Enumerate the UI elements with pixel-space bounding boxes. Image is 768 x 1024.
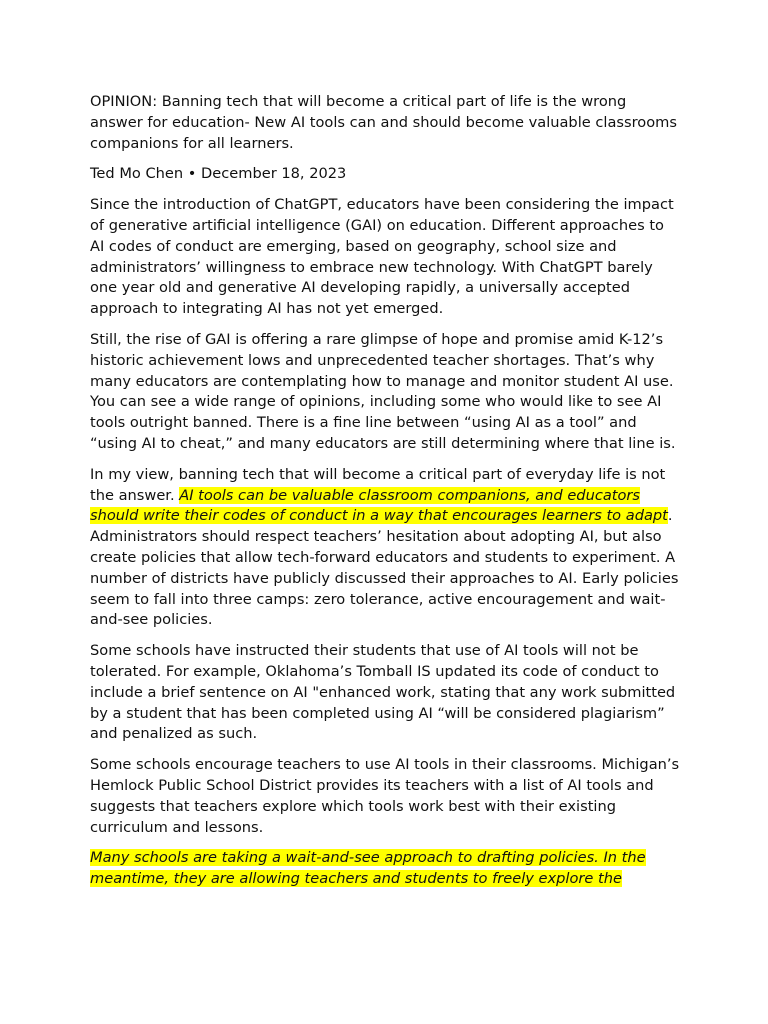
byline: Ted Mo Chen • December 18, 2023 [90,165,347,183]
paragraph-4: Some schools have instructed their students that use of AI tools will not be tolerated. For example, Oklahoma’s Tomball IS updated its code of conduct to include a brief sentence on AI "enhanced work, stating that any work submitted by a student that has been completed using AI “will be considered plagiarism” and penalized as such. [90,642,676,743]
paragraph-3-lead: In my view, banning tech that will become a critical part of everyday life is not the answer. [90,465,666,504]
paragraph-5: Some schools encourage teachers to use AI tools in their classrooms. Michigan’s Hemlock Public School District provides its teachers with a list of AI tools and suggests that teachers explore which tools work best with their existing curriculum and lessons. [90,756,680,836]
paragraph-6 [90,848,682,890]
highlighted-passage-1: AI tools can be valuable classroom companions, and educators should write their codes of conduct in a way that encourages learners to adapt [90,486,668,525]
highlighted-passage-2: Many schools are taking a wait-and-see approach to drafting policies. In the meantime, they are allowing teachers and students to freely explore the [90,849,646,888]
paragraph-3-rest: . Administrators should respect teachers’ hesitation about adopting AI, but also create policies that allow tech-forward educators and students to experiment. A number of districts have publicly discussed their approaches to AI. Early policies seem to fall into three camps: zero tolerance, active encouragement and wait-and-see policies. [90,507,679,629]
paragraph-2: Still, the rise of GAI is offering a rare glimpse of hope and promise amid K-12’s historic achievement lows and unprecedented teacher shortages. That’s why many educators are contemplating how to manage and monitor student AI use. You can see a wide range of opinions, including some who would like to see AI tools outright banned. There is a fine line between “using AI as a tool” and “using AI to cheat,” and many educators are still determining where that line is. [90,330,676,452]
paragraph-3 [90,465,682,631]
article-title: OPINION: Banning tech that will become a critical part of life is the wrong answer for education- New AI tools can and should become valuable classrooms companions for all learners. [90,93,677,152]
paragraph-1: Since the introduction of ChatGPT, educators have been considering the impact of generative artificial intelligence (GAI) on education. Different approaches to AI codes of conduct are emerging, based on geography, school size and administrators’ willingness to embrace new technology. With ChatGPT barely one year old and generative AI developing rapidly, a universally accepted approach to integrating AI has not yet emerged. [90,196,674,318]
article-body [90,92,682,900]
